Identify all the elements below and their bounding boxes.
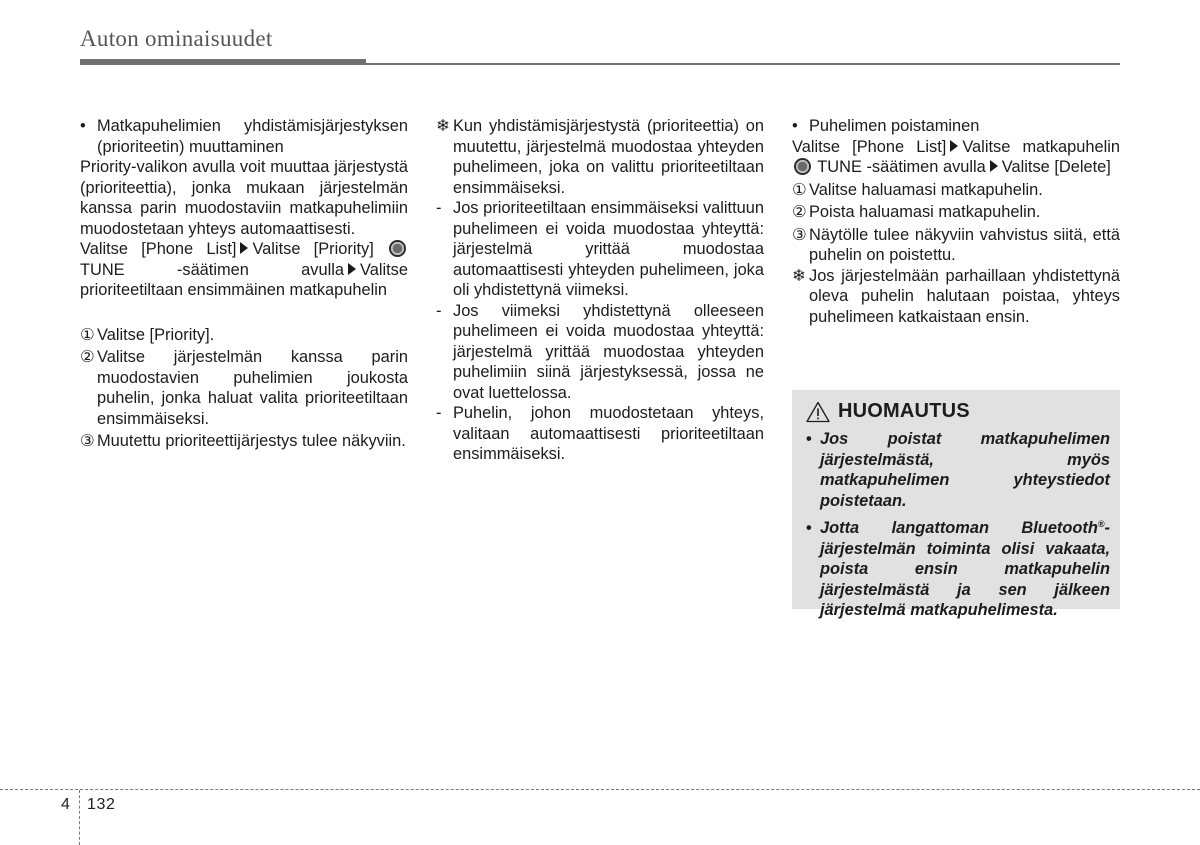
bullet: • [80,117,86,135]
priority-note: ❄ Kun yhdistämisjärjestystä (prioriteettia) on muutettu, järjestelmä muodostaa yhteyden puhelimeen, joka on valittu prioriteetiltaan ensimmäiseksi. [436,117,764,197]
notice-box [792,390,1120,619]
step-1: ① Valitse [Priority]. [80,325,215,344]
delete-menu-path: Valitse [Phone List] Valitse matkapuhelin TUNE -säätimen avulla Valitse [Delete] [792,137,1120,176]
arrow-right-icon [990,160,998,172]
dash-item-1: - Jos prioriteetiltaan ensimmäiseksi valittuun puhelimeen ei voida muodostaa yhteyttä: järjestelmä yrittää muodostaa automaattisesti yhteyden puhelimeen, joka oli yhdistettynä viimeksi. [436,199,764,299]
column-3 [792,116,1120,327]
priority-intro: Priority-valikon avulla voit muuttaa järjestystä (prioriteettia), jonka mukaan järjestelmän kanssa parin muodostaviin matkapuhelimiin muodostetaan yhteys automaattisesti. [80,158,408,238]
bullet: • [792,117,798,135]
priority-heading: • Matkapuhelimien yhdistämisjärjestyksen (prioriteetin) muuttaminen [80,117,408,156]
header-rule-thick [80,59,366,65]
dash-item-2: - Jos viimeksi yhdistettynä olleeseen puhelimeen ei voida muodostaa yhteyttä: järjestelmä yrittää muodostaa yhteyden puhelimiin siinä järjestyksessä, jossa ne ovat luettelossa. [436,301,764,402]
arrow-right-icon [240,242,248,254]
note-marker: ❄ [436,117,450,135]
step-1: ① Valitse haluamasi matkapuhelin. [792,180,1043,199]
step-2: ② Valitse järjestelmän kanssa parin muodostavien puhelimien joukosta puhelin, jonka haluat valita prioriteetiltaan ensimmäiseksi. [80,348,408,428]
header-rule-thin [366,63,1120,65]
delete-note: ❄ Jos järjestelmään parhaillaan yhdistettynä oleva puhelin halutaan poistaa, yhteys puhelimeen katkaistaan ensin. [792,266,1120,326]
column-2 [436,116,764,465]
warning-triangle-icon [806,401,830,423]
arrow-right-icon [950,140,958,152]
step-3: ③ Muutettu prioriteettijärjestys tulee näkyviin. [80,432,406,450]
chapter-number: 4 [61,796,70,813]
notice-list [806,429,1110,621]
section-title: Auton ominaisuudet [80,26,273,51]
tune-knob-icon [389,240,406,257]
footer-rule [0,789,1200,790]
registered-mark: ® [1097,519,1105,529]
tune-knob-icon [794,158,811,175]
notice-item-2: • Jotta langattoman Bluetooth®-järjestelmän toiminta olisi vakaata, poista ensin matkapuhelin järjestelmästä ja sen jälkeen järjestelmä matkapuhelimesta. [806,519,1110,619]
step-2: ② Poista haluamasi matkapuhelin. [792,203,1041,221]
column-1 [80,116,408,452]
notice-header [806,400,970,423]
note-marker: ❄ [792,266,806,285]
step-3: ③ Näytölle tulee näkyviin vahvistus siitä, että puhelin on poistettu. [792,225,1120,264]
dash-item-3: - Puhelin, johon muodostetaan yhteys, valitaan automaattisesti prioriteetiltaan ensimmäiseksi. [436,404,764,463]
notice-item-1: • Jos poistat matkapuhelimen järjestelmästä, myös matkapuhelimen yhteystiedot poistetaan. [806,430,1110,510]
arrow-right-icon [348,263,356,275]
page-number: 132 [87,796,116,813]
notice-title: HUOMAUTUS [838,400,970,422]
footer-divider [79,790,80,845]
delete-heading: • Puhelimen poistaminen [792,117,980,135]
priority-menu-path: Valitse [Phone List] Valitse [Priority] TUNE -säätimen avulla Valitse prioriteetiltaan ensimmäinen matkapuhelin [80,240,408,299]
